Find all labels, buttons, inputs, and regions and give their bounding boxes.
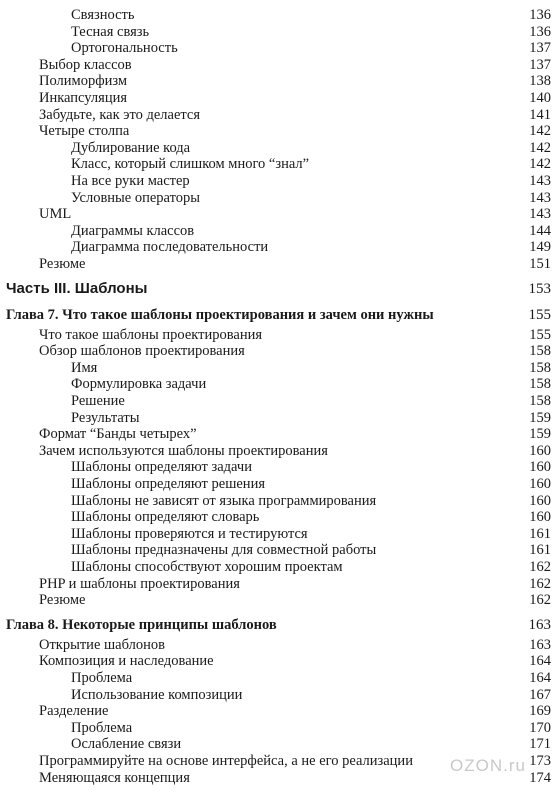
toc-title: Зачем используются шаблоны проектирования — [39, 442, 328, 459]
toc-title: Шаблоны определяют задачи — [71, 459, 252, 476]
toc-page-number: 171 — [529, 736, 551, 753]
toc-page-number: 143 — [529, 189, 551, 206]
toc-entry — [0, 719, 551, 737]
toc-title: Шаблоны проверяются и тестируются — [71, 525, 308, 542]
toc-page-number: 160 — [529, 509, 551, 526]
toc-page-number: 155 — [529, 326, 551, 343]
toc-title: Шаблоны предназначены для совместной работы — [71, 542, 377, 559]
toc-entry — [0, 735, 551, 753]
toc-title: Шаблоны определяют решения — [71, 476, 265, 492]
toc-page-number: 143 — [529, 173, 551, 189]
toc-title: Шаблоны не зависят от языка программирования — [71, 492, 377, 509]
toc-page-number: 162 — [529, 559, 551, 575]
toc-page-number: 160 — [529, 442, 551, 459]
toc-page-number: 153 — [528, 280, 551, 297]
toc-title: Четыре столпа — [39, 123, 130, 140]
toc-page-number: 161 — [529, 525, 551, 542]
toc-page-number: 138 — [529, 73, 551, 90]
ozon-watermark: OZON.ru — [450, 756, 526, 775]
toc-page-number: 137 — [529, 40, 551, 57]
toc-title: Композиция и наследование — [39, 653, 214, 670]
toc-page-number: 163 — [529, 636, 551, 653]
toc-title: Диаграммы классов — [71, 222, 195, 239]
toc-page-number: 141 — [529, 106, 551, 123]
toc-title: Полиморфизм — [39, 73, 128, 90]
toc-entry — [0, 492, 551, 510]
toc-page-number: 136 — [529, 7, 551, 23]
toc-title: Проблема — [71, 719, 133, 736]
toc-page-number: 144 — [529, 222, 551, 239]
toc-entry — [0, 56, 551, 74]
toc-chapter — [0, 616, 551, 634]
toc-title: Обзор шаблонов проектирования — [39, 343, 245, 360]
toc-page-number: 142 — [529, 139, 551, 156]
toc-title: Результаты — [71, 409, 140, 426]
toc-entry — [0, 636, 551, 654]
toc-title: Проблема — [71, 670, 133, 686]
toc-entry — [0, 458, 551, 476]
toc-page-number: 140 — [529, 90, 551, 106]
toc-title: Шаблоны способствуют хорошим проектам — [71, 559, 343, 575]
toc-page-number: 169 — [529, 703, 551, 720]
toc-title: Ослабление связи — [71, 736, 182, 753]
toc-page-number: 161 — [529, 542, 551, 559]
toc-title: Глава 8. Некоторые принципы шаблонов — [6, 616, 277, 633]
toc-title: На все руки мастер — [71, 173, 190, 189]
toc-entry — [0, 106, 551, 124]
toc-entry — [0, 652, 551, 670]
toc-entry — [0, 392, 551, 410]
toc-title: Глава 7. Что такое шаблоны проектирования и зачем они нужны — [6, 306, 434, 323]
toc-title: Имя — [71, 359, 98, 376]
toc-entry — [0, 702, 551, 720]
toc-title: Разделение — [39, 703, 109, 720]
toc-entry — [0, 255, 551, 273]
toc-title: Что такое шаблоны проектирования — [39, 326, 263, 343]
toc-title: Тесная связь — [71, 23, 150, 40]
toc-title: Резюме — [39, 592, 86, 609]
toc-entry — [0, 375, 551, 393]
toc-page-number: 160 — [529, 459, 551, 476]
toc-part — [0, 280, 551, 298]
toc-entry — [0, 525, 551, 543]
toc-entry — [0, 669, 551, 687]
toc-title: Ортогональность — [71, 40, 178, 57]
toc-entry — [0, 72, 551, 90]
toc-page-number: 159 — [529, 426, 551, 443]
toc-title: Условные операторы — [71, 189, 200, 206]
toc-title: Открытие шаблонов — [39, 636, 165, 653]
toc-entry — [0, 342, 551, 360]
toc-entry — [0, 442, 551, 460]
toc-page-number: 170 — [529, 719, 551, 736]
toc-entry — [0, 508, 551, 526]
toc-page-number: 160 — [529, 476, 551, 492]
toc-page-number: 155 — [528, 306, 551, 323]
toc-title: Резюме — [39, 256, 86, 272]
toc-entry — [0, 6, 551, 24]
toc-title: Программируйте на основе интерфейса, а не его реализации — [39, 753, 413, 769]
toc-page-number: 158 — [529, 343, 551, 360]
toc-title: Шаблоны определяют словарь — [71, 509, 260, 526]
toc-entry — [0, 189, 551, 207]
toc-page-number: 158 — [529, 393, 551, 409]
toc-title: Часть III. Шаблоны — [6, 279, 148, 297]
toc-page-number: 136 — [529, 23, 551, 40]
toc-entry — [0, 558, 551, 576]
toc-entry — [0, 39, 551, 57]
toc-entry — [0, 686, 551, 704]
toc-title: Выбор классов — [39, 56, 132, 73]
toc-entry — [0, 155, 551, 173]
toc-page-number: 151 — [529, 256, 551, 272]
toc-title: Забудьте, как это делается — [39, 106, 201, 123]
toc-title: Класс, который слишком много “знал” — [71, 156, 310, 173]
toc-page-number: 143 — [529, 206, 551, 223]
toc-entry — [0, 475, 551, 493]
toc-page-number: 162 — [529, 592, 551, 609]
toc-title: Меняющаяся концепция — [39, 769, 190, 786]
toc-entry — [0, 122, 551, 140]
toc-page-number: 164 — [529, 653, 551, 670]
toc-page-number: 162 — [529, 575, 551, 592]
toc-page-number: 159 — [529, 409, 551, 426]
toc-page-number: 174 — [529, 769, 551, 786]
toc-title: Решение — [71, 393, 125, 409]
toc-entry — [0, 205, 551, 223]
toc-page-number: 158 — [529, 359, 551, 376]
toc-page-number: 160 — [529, 492, 551, 509]
toc-title: UML — [39, 206, 72, 223]
toc-entry — [0, 575, 551, 593]
toc-page-number: 142 — [529, 123, 551, 140]
toc-page-number: 137 — [529, 56, 551, 73]
toc-entry — [0, 541, 551, 559]
toc-entry — [0, 172, 551, 190]
toc-entry — [0, 222, 551, 240]
toc-title: Инкапсуляция — [39, 90, 128, 106]
toc-entry — [0, 591, 551, 609]
toc-page-number: 163 — [528, 616, 551, 633]
toc-title: Использование композиции — [71, 686, 243, 703]
toc-title: Связность — [71, 7, 135, 23]
toc-entry — [0, 409, 551, 427]
toc-entry — [0, 326, 551, 344]
toc-title: Диаграмма последовательности — [71, 239, 269, 256]
toc-page-number: 142 — [529, 156, 551, 173]
toc-entry — [0, 23, 551, 41]
toc-title: Дублирование кода — [71, 139, 191, 156]
toc-page-number: 164 — [529, 670, 551, 686]
toc-title: PHP и шаблоны проектирования — [39, 575, 240, 592]
toc-page-number: 167 — [529, 686, 551, 703]
toc-chapter — [0, 306, 551, 324]
toc-page-number: 158 — [529, 376, 551, 393]
toc-entry — [0, 359, 551, 377]
toc-title: Формулировка задачи — [71, 376, 207, 393]
toc-title: Формат “Банды четырех” — [39, 426, 197, 443]
toc-entry — [0, 139, 551, 157]
toc-page-number: 173 — [529, 753, 551, 769]
toc-entry — [0, 238, 551, 256]
toc-page-number: 149 — [529, 239, 551, 256]
toc-entry — [0, 89, 551, 107]
toc-entry — [0, 425, 551, 443]
